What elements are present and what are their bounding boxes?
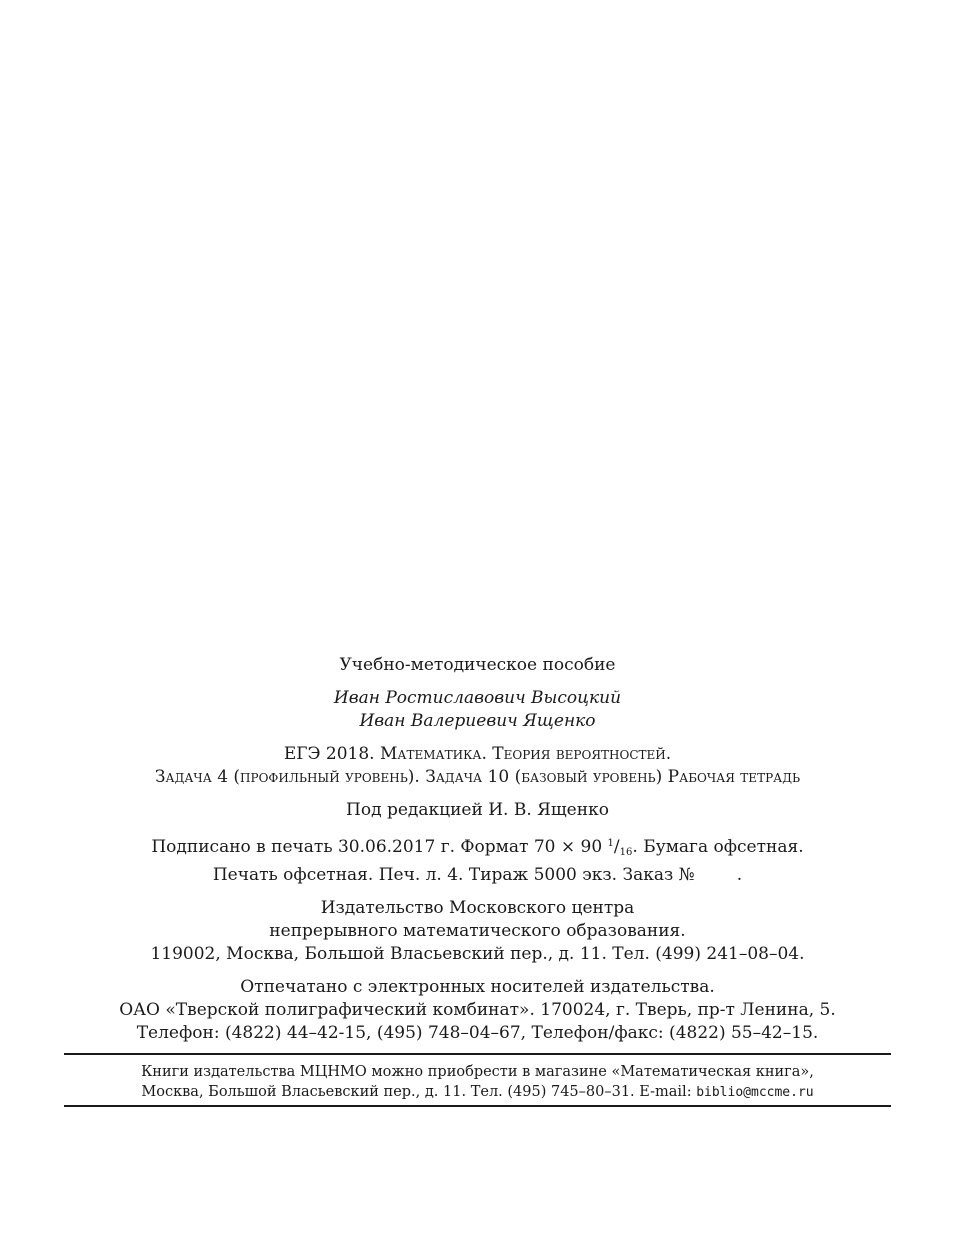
- print-signed-suffix: . Бумага офсетная.: [632, 837, 804, 857]
- bookshop-note: [64, 1062, 891, 1103]
- print-signed-line: Подписано в печать 30.06.2017 г. Формат 70 × 90 $^1$/16. Бумага офсетная.: [151, 837, 804, 858]
- bookshop-email: biblio@mccme.ru: [696, 1085, 814, 1100]
- print-details-prefix: Печать офсетная. Печ. л. 4. Тираж 5000 экз. Заказ №: [212, 865, 695, 885]
- format-fraction-denominator: 16: [619, 847, 633, 858]
- print-details-line: [0, 864, 955, 887]
- printer-line-2: ОАО «Тверской полиграфический комбинат». 170024, г. Тверь, пр-т Ленина, 5.: [119, 1000, 836, 1020]
- publisher-line-2: непрерывного математического образования.: [269, 921, 686, 941]
- format-fraction-numerator: 1: [607, 838, 614, 849]
- divider-bottom: [64, 1105, 891, 1107]
- book-genre: Учебно-методическое пособие: [339, 655, 616, 675]
- author-1: Иван Ростиславович Высоцкий: [333, 688, 622, 708]
- print-signed-prefix: Подписано в печать 30.06.2017 г. Формат 70 × 90: [151, 837, 608, 857]
- bookshop-line-2: [64, 1082, 891, 1103]
- printer-phones: Телефон: (4822) 44–42-15, (495) 748–04–67, Телефон/факс: (4822) 55–42–15.: [136, 1023, 819, 1043]
- printer-line-1: Отпечатано с электронных носителей издательства.: [240, 977, 715, 997]
- bookshop-address: Москва, Большой Власьевский пер., д. 11. Тел. (495) 745–80–31. E-mail:: [141, 1084, 697, 1100]
- publisher-line-1: Издательство Московского центра: [320, 898, 635, 918]
- author-2: Иван Валериевич Ященко: [359, 711, 596, 731]
- bookshop-line-1: Книги издательства МЦНМО можно приобрести в магазине «Математическая книга»,: [141, 1064, 814, 1080]
- publisher-address: 119002, Москва, Большой Власьевский пер., д. 11. Тел. (499) 241–08–04.: [150, 944, 805, 964]
- book-title-line-2: Задача 4 (профильный уровень). Задача 10 (базовый уровень) Рабочая тетрадь: [154, 767, 801, 787]
- book-title-line-1: ЕГЭ 2018. Математика. Теория вероятностей.: [283, 744, 672, 764]
- divider-top: [64, 1053, 891, 1055]
- print-details-suffix: .: [736, 865, 743, 885]
- editor-line: Под редакцией И. В. Ященко: [346, 800, 609, 820]
- imprint-block: [0, 654, 955, 1045]
